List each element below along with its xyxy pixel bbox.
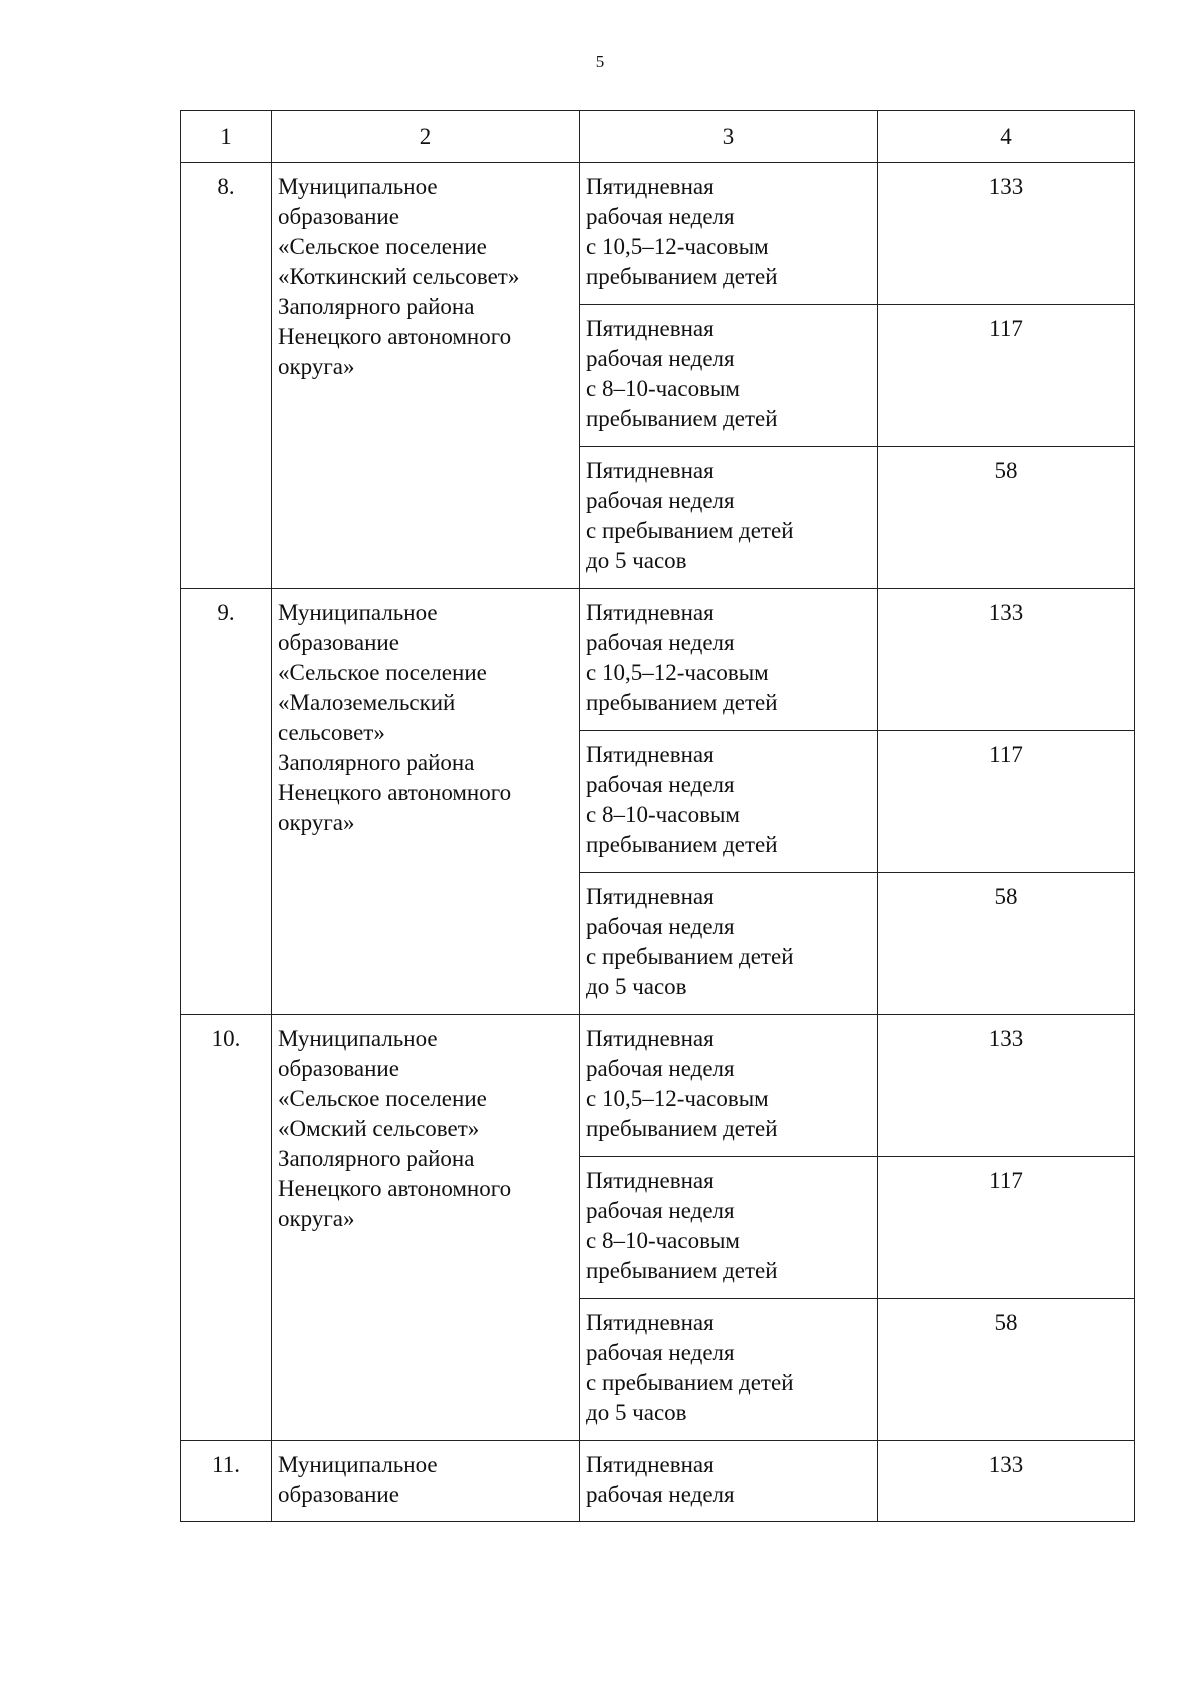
work-mode-line: рабочая неделя <box>586 772 735 797</box>
municipality-name-line: образование <box>278 1056 399 1081</box>
work-mode-line: Пятидневная <box>586 1310 714 1335</box>
work-mode-line: с пребыванием детей <box>586 518 794 543</box>
work-mode-line: пребыванием детей <box>586 690 778 715</box>
work-mode-line: рабочая неделя <box>586 630 735 655</box>
municipality-name-cell <box>272 589 580 1015</box>
work-mode-cell <box>580 1299 878 1441</box>
work-mode-line: рабочая неделя <box>586 1198 735 1223</box>
work-mode-line: с 8–10-часовым <box>586 1228 740 1253</box>
table-body <box>181 163 1135 1522</box>
municipality-name-line: Заполярного района <box>278 294 475 319</box>
municipality-name-line: образование <box>278 204 399 229</box>
municipality-name-line: округа» <box>278 810 355 835</box>
municipality-name-line: «Малоземельский <box>278 690 456 715</box>
work-mode-cell <box>580 731 878 873</box>
municipality-name-line: Муниципальное <box>278 174 438 199</box>
work-mode-line: пребыванием детей <box>586 406 778 431</box>
work-mode-line: до 5 часов <box>586 548 687 573</box>
header-cell-2: 2 <box>272 111 580 163</box>
row-number-cell: 11. <box>181 1441 272 1522</box>
work-mode-cell <box>580 1015 878 1157</box>
municipality-name-line: Ненецкого автономного <box>278 324 512 349</box>
work-mode-line: рабочая неделя <box>586 914 735 939</box>
work-mode-line: с 10,5–12-часовым <box>586 234 769 259</box>
value-cell: 117 <box>878 305 1135 447</box>
work-mode-line: рабочая неделя <box>586 488 735 513</box>
work-mode-line: до 5 часов <box>586 1400 687 1425</box>
work-mode-cell <box>580 589 878 731</box>
value-cell: 133 <box>878 1015 1135 1157</box>
municipality-name-line: «Сельское поселение <box>278 234 487 259</box>
row-number-cell: 9. <box>181 589 272 1015</box>
table-row <box>181 163 1135 305</box>
value-cell: 58 <box>878 1299 1135 1441</box>
value-cell: 117 <box>878 731 1135 873</box>
table-header-row <box>181 111 1135 163</box>
municipality-name-line: Заполярного района <box>278 750 475 775</box>
value-cell: 58 <box>878 873 1135 1015</box>
municipality-name-line: Муниципальное <box>278 1452 438 1477</box>
work-mode-line: рабочая неделя <box>586 346 735 371</box>
municipality-name-line: образование <box>278 1482 399 1507</box>
work-mode-cell <box>580 305 878 447</box>
table-row <box>181 589 1135 731</box>
value-cell: 133 <box>878 589 1135 731</box>
work-mode-cell <box>580 163 878 305</box>
work-mode-line: рабочая неделя <box>586 1056 735 1081</box>
municipality-name-line: Муниципальное <box>278 600 438 625</box>
work-mode-line: Пятидневная <box>586 458 714 483</box>
table-row <box>181 1015 1135 1157</box>
work-mode-line: с 10,5–12-часовым <box>586 660 769 685</box>
municipality-name-line: округа» <box>278 1206 355 1231</box>
work-mode-line: рабочая неделя <box>586 204 735 229</box>
header-cell-4: 4 <box>878 111 1135 163</box>
work-mode-line: Пятидневная <box>586 742 714 767</box>
municipality-name-cell <box>272 1015 580 1441</box>
municipality-name-line: «Сельское поселение <box>278 1086 487 1111</box>
work-mode-line: Пятидневная <box>586 1452 714 1477</box>
header-cell-1: 1 <box>181 111 272 163</box>
work-mode-line: Пятидневная <box>586 1026 714 1051</box>
value-cell: 133 <box>878 163 1135 305</box>
work-mode-line: Пятидневная <box>586 1168 714 1193</box>
municipality-name-cell <box>272 163 580 589</box>
work-mode-line: рабочая неделя <box>586 1482 735 1507</box>
row-number-cell: 8. <box>181 163 272 589</box>
work-mode-cell <box>580 447 878 589</box>
work-mode-line: с 8–10-часовым <box>586 376 740 401</box>
work-mode-cell <box>580 1157 878 1299</box>
municipality-name-line: «Сельское поселение <box>278 660 487 685</box>
municipality-name-line: Муниципальное <box>278 1026 438 1051</box>
work-mode-line: Пятидневная <box>586 600 714 625</box>
municipality-name-line: Заполярного района <box>278 1146 475 1171</box>
work-mode-line: Пятидневная <box>586 316 714 341</box>
municipality-name-cell <box>272 1441 580 1522</box>
municipality-name-line: Ненецкого автономного <box>278 780 512 805</box>
municipality-name-line: сельсовет» <box>278 720 385 745</box>
work-mode-line: Пятидневная <box>586 884 714 909</box>
work-mode-line: с пребыванием детей <box>586 1370 794 1395</box>
municipality-name-line: округа» <box>278 354 355 379</box>
value-cell: 58 <box>878 447 1135 589</box>
row-number-cell: 10. <box>181 1015 272 1441</box>
municipality-name-line: «Коткинский сельсовет» <box>278 264 520 289</box>
work-mode-cell <box>580 1441 878 1522</box>
work-mode-line: пребыванием детей <box>586 832 778 857</box>
work-mode-line: Пятидневная <box>586 174 714 199</box>
work-mode-line: с 8–10-часовым <box>586 802 740 827</box>
value-cell: 133 <box>878 1441 1135 1522</box>
work-mode-line: пребыванием детей <box>586 264 778 289</box>
table-row <box>181 1441 1135 1522</box>
municipality-name-line: образование <box>278 630 399 655</box>
work-mode-line: пребыванием детей <box>586 1116 778 1141</box>
work-mode-cell <box>580 873 878 1015</box>
header-cell-3: 3 <box>580 111 878 163</box>
tariff-table <box>180 110 1135 1522</box>
work-mode-line: рабочая неделя <box>586 1340 735 1365</box>
work-mode-line: с 10,5–12-часовым <box>586 1086 769 1111</box>
work-mode-line: до 5 часов <box>586 974 687 999</box>
municipality-name-line: «Омский сельсовет» <box>278 1116 480 1141</box>
page-number: 5 <box>595 52 605 71</box>
municipality-name-line: Ненецкого автономного <box>278 1176 512 1201</box>
work-mode-line: пребыванием детей <box>586 1258 778 1283</box>
value-cell: 117 <box>878 1157 1135 1299</box>
work-mode-line: с пребыванием детей <box>586 944 794 969</box>
